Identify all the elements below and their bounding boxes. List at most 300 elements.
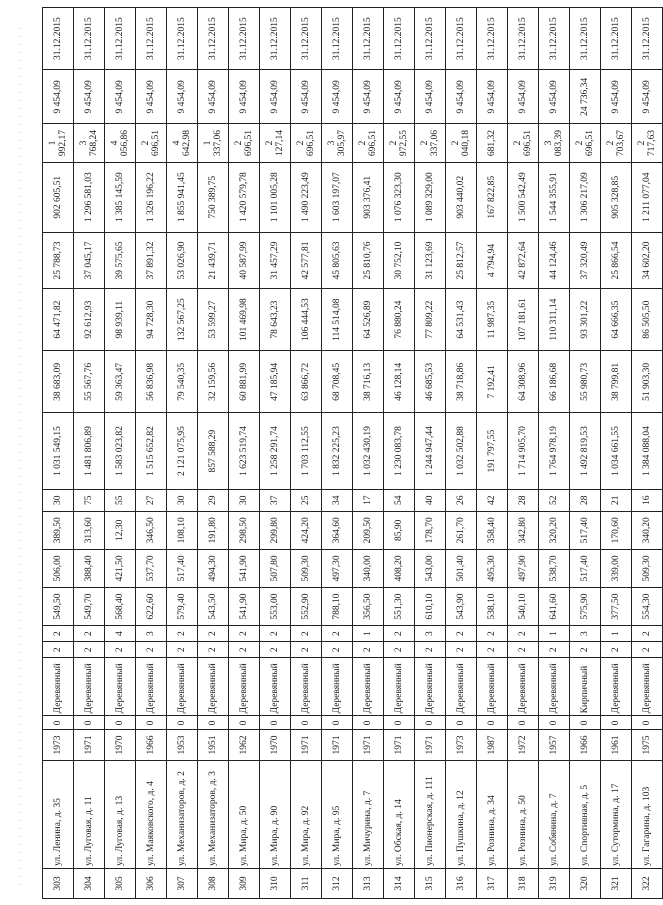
address-cell: ул. Луговая, д. 13 [105, 760, 136, 868]
entrances-cell: 2 [291, 626, 322, 642]
zero-cell: 0 [43, 716, 74, 730]
fund-share-cell: 66 186,68 [539, 351, 570, 413]
floors-cell: 2 [415, 642, 446, 658]
wall-material-cell: Деревянный [446, 658, 477, 716]
unit-cost-cell: 2 696,51 [508, 124, 539, 162]
zero-cell: 0 [198, 716, 229, 730]
completion-date-cell: 31.12.2015 [260, 8, 291, 70]
living-area-cell: 339,00 [601, 549, 632, 587]
residents-cell: 21 [601, 489, 632, 511]
regional-share-cell: 78 643,23 [260, 289, 291, 351]
zero-cell: 0 [353, 716, 384, 730]
local-share-cell: 44 124,46 [539, 232, 570, 288]
year-cell: 1971 [322, 730, 353, 760]
residents-cell: 17 [353, 489, 384, 511]
residents-cell: 16 [632, 489, 663, 511]
residents-cell: 27 [136, 489, 167, 511]
entrances-cell: 2 [167, 626, 198, 642]
table-row [260, 8, 291, 899]
limit-cost-cell: 9 454,09 [322, 70, 353, 124]
floors-cell: 2 [601, 642, 632, 658]
owners-share-cell: 1 490 223,49 [291, 162, 322, 232]
residents-cell: 34 [322, 489, 353, 511]
local-share-cell: 45 805,63 [322, 232, 353, 288]
limit-cost-cell: 9 454,09 [229, 70, 260, 124]
completion-date-cell: 31.12.2015 [539, 8, 570, 70]
limit-cost-cell: 9 454,09 [105, 70, 136, 124]
living-area-cell: 507,80 [260, 549, 291, 587]
unit-cost-cell: 2 696,51 [570, 124, 601, 162]
owners-share-cell: 1 211 077,04 [632, 162, 663, 232]
address-cell: ул. Мира, д. 90 [260, 760, 291, 868]
owners-share-cell: 1 296 581,03 [74, 162, 105, 232]
row-number-cell: 321 [601, 868, 632, 898]
floors-cell: 2 [322, 642, 353, 658]
year-cell: 1953 [167, 730, 198, 760]
total-area-cell: 622,60 [136, 588, 167, 626]
residents-cell: 75 [74, 489, 105, 511]
row-number-cell: 312 [322, 868, 353, 898]
local-share-cell: 40 587,99 [229, 232, 260, 288]
private-area-cell: 108,10 [167, 511, 198, 549]
year-cell: 1970 [105, 730, 136, 760]
table-row [539, 8, 570, 899]
total-area-cell: 575,90 [570, 588, 601, 626]
entrances-cell: 2 [198, 626, 229, 642]
private-area-cell: 342,80 [508, 511, 539, 549]
wall-material-cell: Деревянный [477, 658, 508, 716]
zero-cell: 0 [446, 716, 477, 730]
table-row [353, 8, 384, 899]
residents-cell: 52 [539, 489, 570, 511]
living-area-cell: 543,00 [415, 549, 446, 587]
entrances-cell: 2 [260, 626, 291, 642]
wall-material-cell: Деревянный [508, 658, 539, 716]
local-share-cell: 37 320,49 [570, 232, 601, 288]
completion-date-cell: 31.12.2015 [105, 8, 136, 70]
unit-cost-cell: 2 696,51 [229, 124, 260, 162]
residents-cell: 30 [167, 489, 198, 511]
wall-material-cell: Деревянный [322, 658, 353, 716]
completion-date-cell: 31.12.2015 [291, 8, 322, 70]
address-cell: ул. Пушкина, д. 12 [446, 760, 477, 868]
entrances-cell: 2 [632, 626, 663, 642]
local-share-cell: 42 872,64 [508, 232, 539, 288]
year-cell: 1966 [570, 730, 601, 760]
address-cell: ул. Собянина, д. 7 [539, 760, 570, 868]
private-area-cell: 364,60 [322, 511, 353, 549]
address-cell: ул. Рознина, д. 50 [508, 760, 539, 868]
zero-cell: 0 [229, 716, 260, 730]
residents-cell: 26 [446, 489, 477, 511]
completion-date-cell: 31.12.2015 [508, 8, 539, 70]
floors-cell: 2 [291, 642, 322, 658]
limit-cost-cell: 9 454,09 [601, 70, 632, 124]
private-area-cell: 340,20 [632, 511, 663, 549]
floors-cell: 2 [446, 642, 477, 658]
total-area-cell: 543,90 [446, 588, 477, 626]
total-cost-cell: 1 031 549,15 [43, 413, 74, 489]
wall-material-cell: Деревянный [43, 658, 74, 716]
regional-share-cell: 53 599,27 [198, 289, 229, 351]
completion-date-cell: 31.12.2015 [477, 8, 508, 70]
row-number-cell: 314 [384, 868, 415, 898]
table-row [446, 8, 477, 899]
fund-share-cell: 59 363,47 [105, 351, 136, 413]
entrances-cell: 1 [539, 626, 570, 642]
residents-cell: 28 [508, 489, 539, 511]
total-cost-cell: 1 230 083,78 [384, 413, 415, 489]
private-area-cell: 358,40 [477, 511, 508, 549]
regional-share-cell: 86 505,50 [632, 289, 663, 351]
fund-share-cell: 47 185,94 [260, 351, 291, 413]
total-area-cell: 610,10 [415, 588, 446, 626]
private-area-cell: 346,50 [136, 511, 167, 549]
wall-material-cell: Деревянный [291, 658, 322, 716]
residents-cell: 30 [43, 489, 74, 511]
year-cell: 1962 [229, 730, 260, 760]
unit-cost-cell: 1 337,06 [198, 124, 229, 162]
unit-cost-cell: 1 992,17 [43, 124, 74, 162]
row-number-cell: 309 [229, 868, 260, 898]
owners-share-cell: 1 076 323,30 [384, 162, 415, 232]
private-area-cell: 320,20 [539, 511, 570, 549]
residents-cell: 30 [229, 489, 260, 511]
local-share-cell: 37 891,32 [136, 232, 167, 288]
regional-share-cell: 64 666,35 [601, 289, 632, 351]
fund-share-cell: 79 540,35 [167, 351, 198, 413]
total-area-cell: 549,70 [74, 588, 105, 626]
zero-cell: 0 [384, 716, 415, 730]
limit-cost-cell: 9 454,09 [415, 70, 446, 124]
wall-material-cell: Деревянный [415, 658, 446, 716]
table-row [477, 8, 508, 899]
total-cost-cell: 1 515 652,82 [136, 413, 167, 489]
zero-cell: 0 [322, 716, 353, 730]
row-number-cell: 310 [260, 868, 291, 898]
fund-share-cell: 38 718,86 [446, 351, 477, 413]
regional-share-cell: 106 444,53 [291, 289, 322, 351]
address-cell: ул. Маяковского, д. 4 [136, 760, 167, 868]
owners-share-cell: 750 389,75 [198, 162, 229, 232]
floors-cell: 2 [105, 642, 136, 658]
row-number-cell: 317 [477, 868, 508, 898]
fund-share-cell: 55 980,73 [570, 351, 601, 413]
unit-cost-cell: 2 696,51 [353, 124, 384, 162]
unit-cost-cell: 681,32 [477, 124, 508, 162]
private-area-cell: 12,30 [105, 511, 136, 549]
owners-share-cell: 902 605,51 [43, 162, 74, 232]
local-share-cell: 25 810,76 [353, 232, 384, 288]
total-area-cell: 540,10 [508, 588, 539, 626]
local-share-cell: 34 602,20 [632, 232, 663, 288]
local-share-cell: 25 812,57 [446, 232, 477, 288]
living-area-cell: 506,00 [43, 549, 74, 587]
owners-share-cell: 1 101 005,28 [260, 162, 291, 232]
zero-cell: 0 [291, 716, 322, 730]
total-cost-cell: 1 714 905,70 [508, 413, 539, 489]
living-area-cell: 421,50 [105, 549, 136, 587]
year-cell: 1973 [446, 730, 477, 760]
private-area-cell: 170,60 [601, 511, 632, 549]
total-area-cell: 641,60 [539, 588, 570, 626]
floors-cell: 2 [198, 642, 229, 658]
floors-cell: 2 [508, 642, 539, 658]
unit-cost-cell: 4 056,86 [105, 124, 136, 162]
total-area-cell: 549,50 [43, 588, 74, 626]
unit-cost-cell: 2 337,06 [415, 124, 446, 162]
zero-cell: 0 [632, 716, 663, 730]
table-row [415, 8, 446, 899]
total-area-cell: 552,90 [291, 588, 322, 626]
living-area-cell: 340,00 [353, 549, 384, 587]
zero-cell: 0 [601, 716, 632, 730]
entrances-cell: 2 [229, 626, 260, 642]
row-number-cell: 313 [353, 868, 384, 898]
wall-material-cell: Деревянный [105, 658, 136, 716]
table-row [570, 8, 601, 899]
local-share-cell: 25 788,73 [43, 232, 74, 288]
regional-share-cell: 64 531,43 [446, 289, 477, 351]
entrances-cell: 1 [353, 626, 384, 642]
entrances-cell: 2 [446, 626, 477, 642]
completion-date-cell: 31.12.2015 [601, 8, 632, 70]
private-area-cell: 313,60 [74, 511, 105, 549]
row-number-cell: 319 [539, 868, 570, 898]
floors-cell: 2 [570, 642, 601, 658]
fund-share-cell: 38 799,81 [601, 351, 632, 413]
row-number-cell: 306 [136, 868, 167, 898]
year-cell: 1971 [415, 730, 446, 760]
floors-cell: 2 [229, 642, 260, 658]
living-area-cell: 495,30 [477, 549, 508, 587]
total-cost-cell: 1 032 502,88 [446, 413, 477, 489]
table-row [291, 8, 322, 899]
limit-cost-cell: 9 454,09 [384, 70, 415, 124]
entrances-cell: 2 [74, 626, 105, 642]
private-area-cell: 209,50 [353, 511, 384, 549]
wall-material-cell: Деревянный [353, 658, 384, 716]
row-number-cell: 307 [167, 868, 198, 898]
total-area-cell: 356,50 [353, 588, 384, 626]
fund-share-cell: 60 881,99 [229, 351, 260, 413]
regional-share-cell: 76 880,24 [384, 289, 415, 351]
owners-share-cell: 1 385 145,59 [105, 162, 136, 232]
row-number-cell: 316 [446, 868, 477, 898]
local-share-cell: 31 123,69 [415, 232, 446, 288]
limit-cost-cell: 9 454,09 [43, 70, 74, 124]
completion-date-cell: 31.12.2015 [198, 8, 229, 70]
total-area-cell: 788,10 [322, 588, 353, 626]
housing-table [42, 7, 663, 899]
regional-share-cell: 107 181,61 [508, 289, 539, 351]
total-area-cell: 579,40 [167, 588, 198, 626]
unit-cost-cell: 3 305,97 [322, 124, 353, 162]
limit-cost-cell: 9 454,09 [198, 70, 229, 124]
floors-cell: 2 [477, 642, 508, 658]
fund-share-cell: 63 866,72 [291, 351, 322, 413]
total-cost-cell: 1 832 225,23 [322, 413, 353, 489]
private-area-cell: 299,80 [260, 511, 291, 549]
completion-date-cell: 31.12.2015 [415, 8, 446, 70]
entrances-cell: 1 [601, 626, 632, 642]
year-cell: 1971 [291, 730, 322, 760]
year-cell: 1971 [353, 730, 384, 760]
limit-cost-cell: 24 736,34 [570, 70, 601, 124]
year-cell: 1972 [508, 730, 539, 760]
local-share-cell: 4 794,94 [477, 232, 508, 288]
table-row [136, 8, 167, 899]
local-share-cell: 53 026,90 [167, 232, 198, 288]
limit-cost-cell: 9 454,09 [74, 70, 105, 124]
entrances-cell: 3 [136, 626, 167, 642]
wall-material-cell: Деревянный [74, 658, 105, 716]
living-area-cell: 388,40 [74, 549, 105, 587]
floors-cell: 2 [136, 642, 167, 658]
local-share-cell: 42 577,81 [291, 232, 322, 288]
completion-date-cell: 31.12.2015 [74, 8, 105, 70]
address-cell: ул. Мичурина, д. 7 [353, 760, 384, 868]
regional-share-cell: 93 301,22 [570, 289, 601, 351]
row-number-cell: 322 [632, 868, 663, 898]
completion-date-cell: 31.12.2015 [322, 8, 353, 70]
entrances-cell: 2 [384, 626, 415, 642]
completion-date-cell: 31.12.2015 [167, 8, 198, 70]
table-row [601, 8, 632, 899]
row-number-cell: 308 [198, 868, 229, 898]
total-cost-cell: 1 034 661,55 [601, 413, 632, 489]
residents-cell: 25 [291, 489, 322, 511]
zero-cell: 0 [508, 716, 539, 730]
limit-cost-cell: 9 454,09 [136, 70, 167, 124]
private-area-cell: 424,20 [291, 511, 322, 549]
zero-cell: 0 [570, 716, 601, 730]
regional-share-cell: 101 469,98 [229, 289, 260, 351]
residents-cell: 42 [477, 489, 508, 511]
owners-share-cell: 1 603 197,07 [322, 162, 353, 232]
owners-share-cell: 905 328,85 [601, 162, 632, 232]
address-cell: ул. Луговая, д. 11 [74, 760, 105, 868]
address-cell: ул. Механизаторов, д. 3 [198, 760, 229, 868]
zero-cell: 0 [415, 716, 446, 730]
owners-share-cell: 1 855 941,45 [167, 162, 198, 232]
address-cell: ул. Мира, д. 50 [229, 760, 260, 868]
regional-share-cell: 64 471,82 [43, 289, 74, 351]
total-cost-cell: 1 481 806,89 [74, 413, 105, 489]
wall-material-cell: Деревянный [167, 658, 198, 716]
fund-share-cell: 55 567,76 [74, 351, 105, 413]
year-cell: 1975 [632, 730, 663, 760]
wall-material-cell: Деревянный [539, 658, 570, 716]
unit-cost-cell: 2 696,51 [291, 124, 322, 162]
owners-share-cell: 167 822,85 [477, 162, 508, 232]
unit-cost-cell: 2 040,18 [446, 124, 477, 162]
total-cost-cell: 1 032 430,19 [353, 413, 384, 489]
living-area-cell: 538,70 [539, 549, 570, 587]
local-share-cell: 25 866,54 [601, 232, 632, 288]
total-area-cell: 568,40 [105, 588, 136, 626]
living-area-cell: 408,20 [384, 549, 415, 587]
row-number-cell: 303 [43, 868, 74, 898]
residents-cell: 40 [415, 489, 446, 511]
year-cell: 1971 [384, 730, 415, 760]
owners-share-cell: 903 440,02 [446, 162, 477, 232]
year-cell: 1973 [43, 730, 74, 760]
local-share-cell: 21 439,71 [198, 232, 229, 288]
floors-cell: 2 [167, 642, 198, 658]
floors-cell: 2 [632, 642, 663, 658]
entrances-cell: 3 [570, 626, 601, 642]
total-cost-cell: 191 797,55 [477, 413, 508, 489]
scan-noise [0, 0, 40, 905]
regional-share-cell: 94 728,30 [136, 289, 167, 351]
total-area-cell: 551,30 [384, 588, 415, 626]
total-area-cell: 554,30 [632, 588, 663, 626]
address-cell: ул. Пионерская, д. 111 [415, 760, 446, 868]
unit-cost-cell: 2 717,63 [632, 124, 663, 162]
table-row [198, 8, 229, 899]
wall-material-cell: Деревянный [601, 658, 632, 716]
row-number-cell: 318 [508, 868, 539, 898]
address-cell: ул. Ленина, д. 35 [43, 760, 74, 868]
completion-date-cell: 31.12.2015 [632, 8, 663, 70]
living-area-cell: 509,30 [632, 549, 663, 587]
address-cell: ул. Сутормина, д. 17 [601, 760, 632, 868]
owners-share-cell: 1 089 329,00 [415, 162, 446, 232]
total-area-cell: 377,50 [601, 588, 632, 626]
wall-material-cell: Деревянный [229, 658, 260, 716]
wall-material-cell: Деревянный [632, 658, 663, 716]
fund-share-cell: 46 128,14 [384, 351, 415, 413]
total-cost-cell: 857 588,29 [198, 413, 229, 489]
residents-cell: 54 [384, 489, 415, 511]
local-share-cell: 31 457,29 [260, 232, 291, 288]
address-cell: ул. Обская, д. 14 [384, 760, 415, 868]
living-area-cell: 509,30 [291, 549, 322, 587]
local-share-cell: 30 752,10 [384, 232, 415, 288]
table-row [508, 8, 539, 899]
zero-cell: 0 [167, 716, 198, 730]
total-cost-cell: 1 492 819,53 [570, 413, 601, 489]
entrances-cell: 2 [43, 626, 74, 642]
floors-cell: 2 [353, 642, 384, 658]
year-cell: 1966 [136, 730, 167, 760]
completion-date-cell: 31.12.2015 [43, 8, 74, 70]
living-area-cell: 494,30 [198, 549, 229, 587]
fund-share-cell: 68 708,45 [322, 351, 353, 413]
regional-share-cell: 132 567,25 [167, 289, 198, 351]
row-number-cell: 304 [74, 868, 105, 898]
completion-date-cell: 31.12.2015 [384, 8, 415, 70]
wall-material-cell: Кирпичный [570, 658, 601, 716]
year-cell: 1987 [477, 730, 508, 760]
total-cost-cell: 2 121 075,95 [167, 413, 198, 489]
limit-cost-cell: 9 454,09 [539, 70, 570, 124]
floors-cell: 2 [260, 642, 291, 658]
unit-cost-cell: 2 696,51 [136, 124, 167, 162]
limit-cost-cell: 9 454,09 [353, 70, 384, 124]
table-row [74, 8, 105, 899]
address-cell: ул. Мира, д. 95 [322, 760, 353, 868]
unit-cost-cell: 2 127,14 [260, 124, 291, 162]
year-cell: 1970 [260, 730, 291, 760]
regional-share-cell: 114 514,08 [322, 289, 353, 351]
living-area-cell: 501,40 [446, 549, 477, 587]
entrances-cell: 4 [105, 626, 136, 642]
fund-share-cell: 38 683,09 [43, 351, 74, 413]
completion-date-cell: 31.12.2015 [446, 8, 477, 70]
owners-share-cell: 1 544 355,91 [539, 162, 570, 232]
